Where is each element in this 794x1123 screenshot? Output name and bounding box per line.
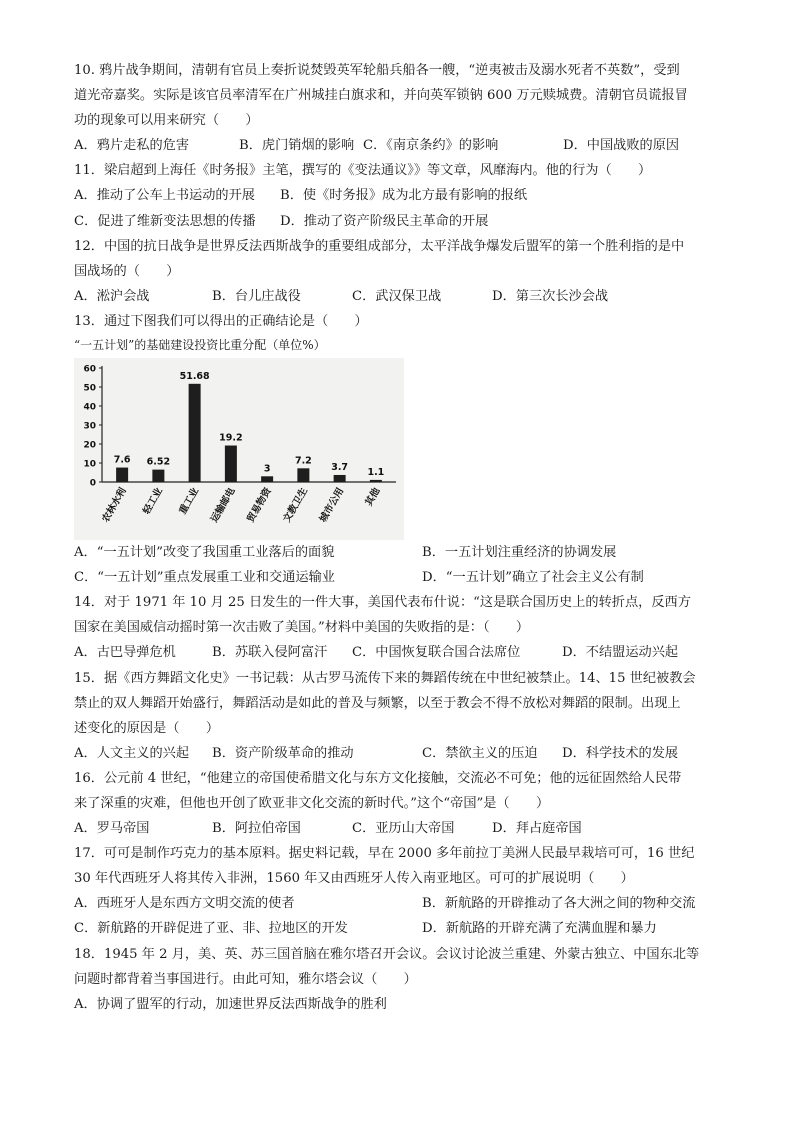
q11-stem-line1: 11．梁启超到上海任《时务报》主笔，撰写的《变法通议》》等文章，风靡海内。他的行为（ ） bbox=[74, 163, 652, 179]
y-tick-label: 20 bbox=[83, 440, 96, 451]
q17-option-a[interactable]: A．西班牙人是东西方文明交流的使者 bbox=[74, 896, 295, 912]
q17-option-c[interactable]: C．新航路的开辟促进了亚、非、拉地区的开发 bbox=[74, 921, 348, 937]
q10-stem-line2: 道光帝嘉奖。实际是该官员率清军在广州城挂白旗求和，并向英军锁钠 600 万元赎城费。清朝官员谎报冒 bbox=[74, 88, 688, 104]
q10-option-a[interactable]: A．鸦片走私的危害 bbox=[74, 138, 190, 154]
q17-option-b[interactable]: B．新航路的开辟推动了各大洲之间的物种交流 bbox=[422, 896, 696, 912]
y-tick-label: 30 bbox=[83, 421, 96, 432]
bar-value-label: 3 bbox=[263, 463, 271, 475]
q17-stem-line2: 30 年代西班牙人将其传入非洲，1560 年又由西班牙人传入南亚地区。可可的扩展说明（ ） bbox=[74, 871, 634, 887]
q17-stem-line1: 17．可可是制作巧克力的基本原料。据史料记载，早在 2000 多年前拉丁美洲人民最早栽培可可，16 世纪 bbox=[74, 846, 695, 862]
q10-option-b[interactable]: B．虎门销烟的影响 bbox=[239, 138, 355, 154]
q17-options-row1 bbox=[74, 891, 724, 916]
q16-option-c[interactable]: C．亚历山大帝国 bbox=[352, 821, 455, 837]
q14-stem-line2: 国家在美国威信动摇时第一次击败了美国。”材料中美国的失败指的是：（ ） bbox=[74, 620, 530, 636]
q14-options bbox=[74, 640, 724, 665]
q11-option-c[interactable]: C．促进了维新变法思想的传播 bbox=[74, 213, 256, 229]
q13-option-d[interactable]: D．“一五计划”确立了社会主义公有制 bbox=[422, 570, 644, 586]
bar-value-label: 1.1 bbox=[367, 466, 385, 478]
q13-options-row1 bbox=[74, 540, 724, 565]
category-label: 城市公用 bbox=[317, 486, 347, 525]
y-tick-label: 60 bbox=[83, 364, 96, 375]
bar-value-label: 7.6 bbox=[113, 454, 131, 466]
bar-value-label: 19.2 bbox=[219, 432, 243, 444]
investment-bar-chart bbox=[74, 358, 724, 540]
category-label: 其他 bbox=[363, 486, 383, 508]
chart-background bbox=[74, 358, 404, 540]
q13-option-a[interactable]: A．“一五计划”改变了我国重工业落后的面貌 bbox=[74, 545, 335, 561]
q16-option-b[interactable]: B．阿拉伯帝国 bbox=[212, 821, 301, 837]
q18-stem-line1: 18．1945 年 2 月，美、英、苏三国首脑在雅尔塔召开会议。会议讨论波兰重建、外蒙古独立、中国东北等 bbox=[74, 946, 700, 962]
q16-option-d[interactable]: D．拜占庭帝国 bbox=[492, 821, 582, 837]
q10-options bbox=[74, 133, 724, 158]
y-tick-label: 10 bbox=[83, 459, 96, 470]
q17-option-d[interactable]: D．新航路的开辟充满了充满血腥和暴力 bbox=[422, 921, 657, 937]
q10-stem-line1: 10. 鸦片战争期间，清朝有官员上奏折说焚毁英军轮船兵船各一艘，“逆夷被击及溺水死者不英数”，受到 bbox=[74, 63, 680, 78]
q15-option-b[interactable]: B．资产阶级革命的推动 bbox=[212, 745, 354, 761]
q10-option-d[interactable]: D．中国战败的原因 bbox=[563, 138, 680, 154]
bar-value-label: 51.68 bbox=[179, 370, 210, 382]
bar bbox=[189, 384, 201, 482]
q14-option-c[interactable]: C．中国恢复联合国合法席位 bbox=[352, 645, 521, 661]
bar-value-label: 6.52 bbox=[146, 456, 171, 468]
category-label: 重工业 bbox=[177, 486, 202, 517]
q15-option-c[interactable]: C．禁欲主义的压迫 bbox=[422, 745, 538, 761]
y-tick-label: 40 bbox=[83, 402, 96, 413]
q13-option-c[interactable]: C．“一五计划”重点发展重工业和交通运输业 bbox=[74, 570, 335, 586]
q11-options-row1 bbox=[74, 183, 724, 208]
q15-options bbox=[74, 741, 724, 766]
q12-option-d[interactable]: D．第三次长沙会战 bbox=[492, 288, 609, 304]
q12-stem-line2: 国战场的（ ） bbox=[74, 263, 180, 279]
category-label: 贸易物资 bbox=[245, 486, 274, 525]
q12-options bbox=[74, 284, 724, 309]
bar bbox=[152, 470, 164, 482]
q13-options-row2 bbox=[74, 565, 724, 590]
q15-stem-line1: 15．据《西方舞蹈文化史》一书记载：从古罗马流传下来的舞蹈传统在中世纪被禁止。14、15 世纪被教会 bbox=[74, 670, 696, 686]
q13-stem-line1: 13．通过下图我们可以得出的正确结论是（ ） bbox=[74, 313, 368, 329]
q15-option-d[interactable]: D．科学技术的发展 bbox=[562, 745, 679, 761]
q12-stem-line1: 12．中国的抗日战争是世界反法西斯战争的重要组成部分，太平洋战争爆发后盟军的第一个胜利指的是中 bbox=[74, 238, 685, 254]
chart-title: “一五计划”的基础建设投资比重分配（单位%） bbox=[74, 338, 326, 353]
category-label: 农林水利 bbox=[100, 486, 129, 525]
category-label: 轻工业 bbox=[141, 486, 165, 517]
q15-option-a[interactable]: A．人文主义的兴起 bbox=[74, 745, 190, 761]
q16-options bbox=[74, 816, 724, 841]
q11-options-row2 bbox=[74, 209, 724, 234]
q12-option-b[interactable]: B．台儿庄战役 bbox=[212, 288, 301, 304]
bar bbox=[261, 476, 273, 482]
q17-options-row2 bbox=[74, 916, 724, 941]
q16-stem-line1: 16．公元前 4 世纪，“他建立的帝国使希腊文化与东方文化接触，交流必不可免；他的远征固然给人民带 bbox=[74, 770, 682, 786]
q11-option-b[interactable]: B．使《时务报》成为北方最有影响的报纸 bbox=[280, 188, 528, 204]
q14-option-a[interactable]: A．古巴导弹危机 bbox=[74, 645, 176, 661]
bar bbox=[225, 446, 237, 482]
bar bbox=[116, 468, 128, 482]
q14-stem-line1: 14．对于 1971 年 10 月 25 日发生的一件大事，美国代表布什说：“这是联合国历史上的转折点，反西方 bbox=[74, 595, 691, 611]
category-label: 运输邮电 bbox=[208, 486, 238, 525]
q15-stem-line2: 禁止的双人舞蹈开始盛行，舞蹈活动是如此的普及与频繁，以至于教会不得不放松对舞蹈的限制。出现上 bbox=[74, 695, 681, 711]
y-tick-label: 50 bbox=[83, 383, 96, 394]
q12-option-a[interactable]: A．淞沪会战 bbox=[74, 288, 150, 304]
exam-page bbox=[74, 58, 724, 1017]
bar-value-label: 7.2 bbox=[294, 455, 312, 467]
category-label: 文教卫生 bbox=[281, 486, 310, 525]
q12-option-c[interactable]: C．武汉保卫战 bbox=[352, 288, 442, 304]
q16-option-a[interactable]: A．罗马帝国 bbox=[74, 821, 150, 837]
q18-option-a[interactable]: A．协调了盟军的行动，加速世界反法西斯战争的胜利 bbox=[74, 996, 387, 1012]
q11-option-d[interactable]: D．推动了资产阶级民主革命的开展 bbox=[280, 213, 489, 229]
bar-value-label: 3.7 bbox=[331, 462, 349, 474]
q11-option-a[interactable]: A．推动了公车上书运动的开展 bbox=[74, 188, 255, 204]
bar bbox=[297, 468, 309, 482]
q15-stem-line3: 述变化的原因是（ ） bbox=[74, 720, 220, 736]
q14-option-d[interactable]: D．不结盟运动兴起 bbox=[562, 645, 679, 661]
bar-chart-svg bbox=[74, 358, 404, 540]
bar bbox=[334, 475, 346, 482]
q14-option-b[interactable]: B．苏联入侵阿富汗 bbox=[212, 645, 328, 661]
y-tick-label: 0 bbox=[89, 478, 96, 489]
bar bbox=[370, 480, 382, 482]
q10-option-c[interactable]: C．《南京条约》的影响 bbox=[363, 138, 499, 154]
q10-stem-line3: 功的现象可以用来研究（ ） bbox=[74, 113, 259, 129]
q13-option-b[interactable]: B．一五计划注重经济的协调发展 bbox=[422, 545, 617, 561]
q16-stem-line2: 来了深重的灾难，但他也开创了欧亚非文化交流的新时代。”这个“帝国”是（ ） bbox=[74, 795, 550, 811]
q18-stem-line2: 问题时都背着当事国进行。由此可知，雅尔塔会议（ ） bbox=[74, 971, 417, 987]
